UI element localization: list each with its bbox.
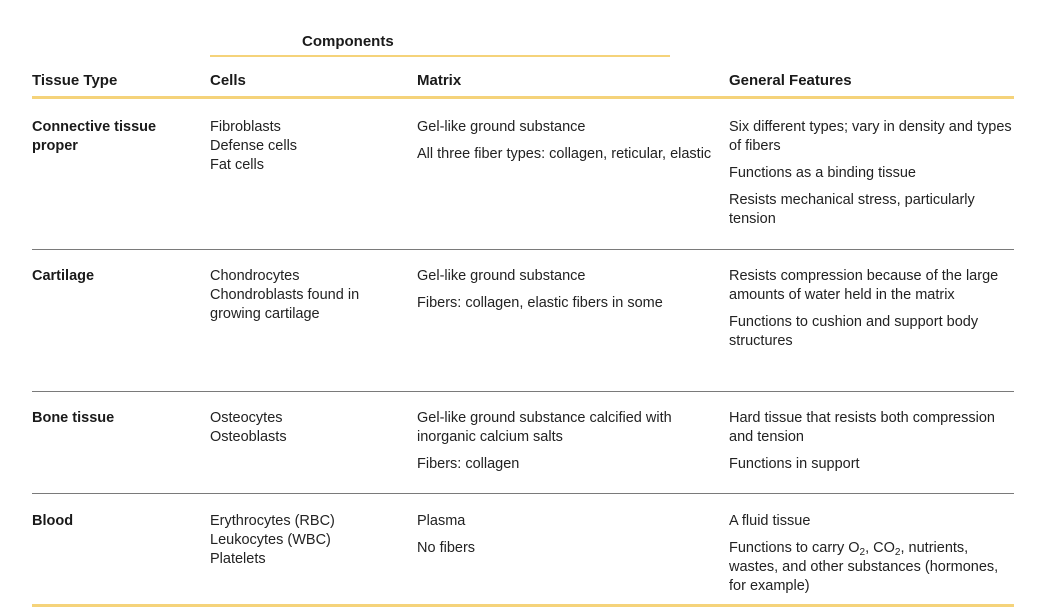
header-matrix: Matrix — [417, 72, 462, 89]
tissue-type-cell: Connective tissue proper — [32, 119, 157, 154]
features-cell — [729, 409, 1019, 482]
transport-mid: , CO — [865, 540, 895, 556]
matrix-item: Plasma — [417, 513, 466, 529]
tissue-type-cell: Cartilage — [32, 268, 95, 284]
header-tissue-type: Tissue Type — [32, 72, 118, 89]
matrix-cell — [417, 512, 712, 566]
row-divider — [32, 249, 1014, 250]
components-header: Components — [302, 33, 394, 50]
cells-cell — [210, 512, 410, 569]
matrix-item: No fibers — [417, 540, 476, 556]
matrix-item: Fibers: collagen, elastic fibers in some — [417, 295, 663, 311]
matrix-item: Gel-like ground substance calcified with inorganic calcium salts — [417, 410, 672, 445]
tissue-comparison-table — [32, 0, 1014, 614]
tissue-type-cell: Bone tissue — [32, 410, 115, 426]
matrix-cell — [417, 267, 712, 321]
row-divider — [32, 391, 1014, 392]
cell-item: Fibroblasts — [210, 119, 281, 135]
feature-item: Six different types; vary in density and types of fibers — [729, 119, 1012, 154]
components-rule — [210, 55, 670, 57]
feature-item: Resists mechanical stress, particularly tension — [729, 192, 975, 227]
features-cell — [729, 267, 1019, 359]
subscript: 2 — [859, 547, 866, 558]
feature-item: Hard tissue that resists both compression and tension — [729, 410, 995, 445]
matrix-cell — [417, 409, 712, 482]
cells-cell — [210, 409, 410, 447]
header-cells: Cells — [210, 72, 246, 89]
cell-item: Erythrocytes (RBC) — [210, 513, 335, 529]
matrix-item: All three fiber types: collagen, reticular, elastic — [417, 146, 712, 162]
matrix-cell — [417, 118, 712, 172]
features-cell — [729, 118, 1019, 237]
subscript: 2 — [894, 547, 901, 558]
cell-item: Chondroblasts found in growing cartilage — [210, 287, 360, 322]
feature-item: A fluid tissue — [729, 513, 811, 529]
tissue-type-cell: Blood — [32, 513, 74, 529]
header-general-features: General Features — [729, 72, 852, 89]
matrix-item: Fibers: collagen — [417, 456, 520, 472]
row-divider — [32, 493, 1014, 494]
cell-item: Chondrocytes — [210, 268, 300, 284]
transport-lead: Functions to carry O — [729, 540, 860, 556]
feature-item: Functions to cushion and support body structures — [729, 314, 979, 349]
cells-cell — [210, 118, 410, 175]
feature-item: Functions as a binding tissue — [729, 165, 916, 181]
features-cell — [729, 512, 1019, 604]
feature-item-transport — [729, 539, 1019, 596]
cell-item: Defense cells — [210, 138, 298, 154]
cell-item: Platelets — [210, 551, 266, 567]
matrix-item: Gel-like ground substance — [417, 268, 586, 284]
transport-tail: , nutrients, wastes, and other substances (hormones, for example) — [729, 540, 999, 594]
table-header-row — [32, 72, 1014, 98]
cell-item: Leukocytes (WBC) — [210, 532, 331, 548]
feature-item: Resists compression because of the large amounts of water held in the matrix — [729, 268, 999, 303]
cell-item: Fat cells — [210, 157, 264, 173]
matrix-item: Gel-like ground substance — [417, 119, 586, 135]
header-rule — [32, 96, 1014, 99]
cell-item: Osteocytes — [210, 410, 283, 426]
cell-item: Osteoblasts — [210, 429, 287, 445]
bottom-rule — [32, 604, 1014, 607]
cells-cell — [210, 267, 410, 324]
feature-item: Functions in support — [729, 456, 860, 472]
